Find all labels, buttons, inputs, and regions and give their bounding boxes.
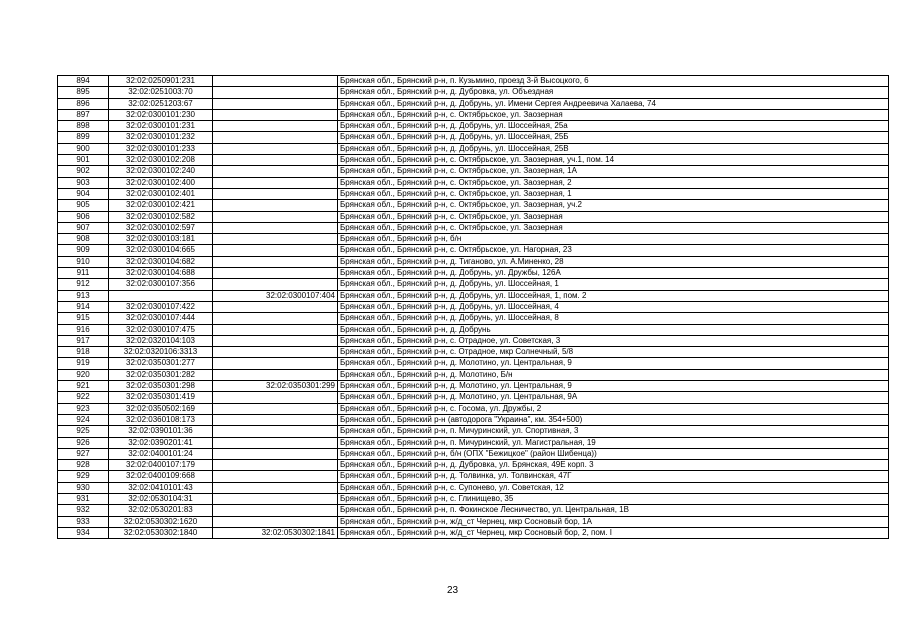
row-number-cell: 921 bbox=[58, 381, 109, 392]
related-cadastral-number-cell bbox=[213, 493, 338, 504]
table-row bbox=[58, 426, 889, 437]
address-cell: Брянская обл., Брянский р-н, д. Тиганово, ул. А.Миненко, 28 bbox=[338, 256, 889, 267]
table-row bbox=[58, 313, 889, 324]
table-row bbox=[58, 211, 889, 222]
table-row bbox=[58, 516, 889, 527]
related-cadastral-number-cell bbox=[213, 414, 338, 425]
cadastral-number-cell: 32:02:0530302:1840 bbox=[109, 527, 213, 538]
related-cadastral-number-cell bbox=[213, 279, 338, 290]
address-cell: Брянская обл., Брянский р-н, с. Глинищево, 35 bbox=[338, 493, 889, 504]
address-cell: Брянская обл., Брянский р-н, с. Октябрьское, ул. Заозерная, 1 bbox=[338, 188, 889, 199]
row-number-cell: 903 bbox=[58, 177, 109, 188]
address-cell: Брянская обл., Брянский р-н, с. Октябрьское, ул. Заозерная, уч.1, пом. 14 bbox=[338, 155, 889, 166]
related-cadastral-number-cell bbox=[213, 76, 338, 87]
table-row bbox=[58, 414, 889, 425]
table-row bbox=[58, 505, 889, 516]
related-cadastral-number-cell bbox=[213, 211, 338, 222]
table-row bbox=[58, 166, 889, 177]
table-row bbox=[58, 460, 889, 471]
row-number-cell: 918 bbox=[58, 347, 109, 358]
table-row bbox=[58, 109, 889, 120]
address-cell: Брянская обл., Брянский р-н, д. Добрунь, ул. Шоссейная, 25В bbox=[338, 143, 889, 154]
cadastral-number-cell: 32:02:0320104:103 bbox=[109, 335, 213, 346]
related-cadastral-number-cell: 32:02:0350301:299 bbox=[213, 381, 338, 392]
row-number-cell: 909 bbox=[58, 245, 109, 256]
table-row bbox=[58, 301, 889, 312]
related-cadastral-number-cell bbox=[213, 369, 338, 380]
address-cell: Брянская обл., Брянский р-н, п. Мичуринский, ул. Магистральная, 19 bbox=[338, 437, 889, 448]
row-number-cell: 905 bbox=[58, 200, 109, 211]
row-number-cell: 904 bbox=[58, 188, 109, 199]
cadastral-number-cell: 32:02:0530104:31 bbox=[109, 493, 213, 504]
cadastral-number-cell: 32:02:0251203:67 bbox=[109, 98, 213, 109]
address-cell: Брянская обл., Брянский р-н, с. Октябрьское, ул. Заозерная, 2 bbox=[338, 177, 889, 188]
row-number-cell: 930 bbox=[58, 482, 109, 493]
cadastral-number-cell: 32:02:0300107:444 bbox=[109, 313, 213, 324]
table-row bbox=[58, 76, 889, 87]
address-cell: Брянская обл., Брянский р-н, п. Фокинское Лесничество, ул. Центральная, 1В bbox=[338, 505, 889, 516]
related-cadastral-number-cell bbox=[213, 121, 338, 132]
address-cell: Брянская обл., Брянский р-н, с. Октябрьское, ул. Заозерная, 1А bbox=[338, 166, 889, 177]
row-number-cell: 914 bbox=[58, 301, 109, 312]
address-cell: Брянская обл., Брянский р-н, п. Кузьмино, проезд 3-й Высоцкого, 6 bbox=[338, 76, 889, 87]
related-cadastral-number-cell bbox=[213, 177, 338, 188]
cadastral-number-cell: 32:02:0300104:688 bbox=[109, 268, 213, 279]
address-cell: Брянская обл., Брянский р-н, д. Добрунь, ул. Имени Сергея Андреевича Халаева, 74 bbox=[338, 98, 889, 109]
address-cell: Брянская обл., Брянский р-н, д. Добрунь, ул. Шоссейная, 1 bbox=[338, 279, 889, 290]
related-cadastral-number-cell bbox=[213, 347, 338, 358]
related-cadastral-number-cell bbox=[213, 392, 338, 403]
address-cell: Брянская обл., Брянский р-н, б/н bbox=[338, 234, 889, 245]
related-cadastral-number-cell bbox=[213, 268, 338, 279]
address-cell: Брянская обл., Брянский р-н, д. Молотино, ул. Центральная, 9 bbox=[338, 358, 889, 369]
table-row bbox=[58, 369, 889, 380]
related-cadastral-number-cell bbox=[213, 460, 338, 471]
cadastral-number-cell: 32:02:0400101:24 bbox=[109, 448, 213, 459]
related-cadastral-number-cell bbox=[213, 87, 338, 98]
table-row bbox=[58, 234, 889, 245]
table-row bbox=[58, 87, 889, 98]
related-cadastral-number-cell bbox=[213, 222, 338, 233]
address-cell: Брянская обл., Брянский р-н, ж/д_ст Чернец, мкр Сосновый бор, 1А bbox=[338, 516, 889, 527]
page-number: 23 bbox=[446, 585, 459, 596]
table-row bbox=[58, 177, 889, 188]
cadastral-number-cell: 32:02:0300102:401 bbox=[109, 188, 213, 199]
table-row bbox=[58, 143, 889, 154]
row-number-cell: 899 bbox=[58, 132, 109, 143]
cadastral-number-cell: 32:02:0320106:3313 bbox=[109, 347, 213, 358]
table-row bbox=[58, 493, 889, 504]
address-cell: Брянская обл., Брянский р-н, д. Добрунь, ул. Дружбы, 126А bbox=[338, 268, 889, 279]
cadastral-number-cell: 32:02:0300102:582 bbox=[109, 211, 213, 222]
address-cell: Брянская обл., Брянский р-н, д. Толвинка, ул. Толвинская, 47Г bbox=[338, 471, 889, 482]
table-row bbox=[58, 403, 889, 414]
table-row bbox=[58, 256, 889, 267]
table-row bbox=[58, 279, 889, 290]
property-register-table bbox=[57, 75, 889, 539]
row-number-cell: 907 bbox=[58, 222, 109, 233]
cadastral-number-cell: 32:02:0350301:419 bbox=[109, 392, 213, 403]
cadastral-number-cell: 32:02:0400107:179 bbox=[109, 460, 213, 471]
cadastral-number-cell: 32:02:0300102:421 bbox=[109, 200, 213, 211]
address-cell: Брянская обл., Брянский р-н, д. Добрунь, ул. Шоссейная, 25а bbox=[338, 121, 889, 132]
table-row bbox=[58, 358, 889, 369]
related-cadastral-number-cell: 32:02:0300107:404 bbox=[213, 290, 338, 301]
cadastral-number-cell: 32:02:0300104:682 bbox=[109, 256, 213, 267]
related-cadastral-number-cell bbox=[213, 155, 338, 166]
row-number-cell: 911 bbox=[58, 268, 109, 279]
table-row bbox=[58, 155, 889, 166]
address-cell: Брянская обл., Брянский р-н, с. Октябрьское, ул. Заозерная, уч.2 bbox=[338, 200, 889, 211]
related-cadastral-number-cell bbox=[213, 143, 338, 154]
row-number-cell: 917 bbox=[58, 335, 109, 346]
register-table-body bbox=[58, 76, 889, 539]
related-cadastral-number-cell bbox=[213, 301, 338, 312]
address-cell: Брянская обл., Брянский р-н, д. Добрунь bbox=[338, 324, 889, 335]
related-cadastral-number-cell bbox=[213, 335, 338, 346]
cadastral-number-cell: 32:02:0300101:233 bbox=[109, 143, 213, 154]
address-cell: Брянская обл., Брянский р-н, д. Добрунь, ул. Шоссейная, 4 bbox=[338, 301, 889, 312]
cadastral-number-cell: 32:02:0250901:231 bbox=[109, 76, 213, 87]
cadastral-number-cell: 32:02:0300107:356 bbox=[109, 279, 213, 290]
cadastral-number-cell: 32:02:0300102:400 bbox=[109, 177, 213, 188]
row-number-cell: 915 bbox=[58, 313, 109, 324]
address-cell: Брянская обл., Брянский р-н, с. Отрадное, ул. Советская, 3 bbox=[338, 335, 889, 346]
address-cell: Брянская обл., Брянский р-н, с. Октябрьское, ул. Нагорная, 23 bbox=[338, 245, 889, 256]
row-number-cell: 934 bbox=[58, 527, 109, 538]
table-row bbox=[58, 482, 889, 493]
address-cell: Брянская обл., Брянский р-н, д. Добрунь, ул. Шоссейная, 8 bbox=[338, 313, 889, 324]
cadastral-number-cell: 32:02:0300102:208 bbox=[109, 155, 213, 166]
address-cell: Брянская обл., Брянский р-н, с. Супонево, ул. Советская, 12 bbox=[338, 482, 889, 493]
cadastral-number-cell: 32:02:0300101:232 bbox=[109, 132, 213, 143]
cadastral-number-cell: 32:02:0350301:282 bbox=[109, 369, 213, 380]
table-row bbox=[58, 437, 889, 448]
address-cell: Брянская обл., Брянский р-н, д. Дубровка, ул. Брянская, 49Е корп. 3 bbox=[338, 460, 889, 471]
cadastral-number-cell: 32:02:0300102:240 bbox=[109, 166, 213, 177]
row-number-cell: 901 bbox=[58, 155, 109, 166]
related-cadastral-number-cell bbox=[213, 437, 338, 448]
cadastral-number-cell: 32:02:0300104:665 bbox=[109, 245, 213, 256]
row-number-cell: 895 bbox=[58, 87, 109, 98]
cadastral-number-cell: 32:02:0300102:597 bbox=[109, 222, 213, 233]
address-cell: Брянская обл., Брянский р-н, п. Мичуринский, ул. Спортивная, 3 bbox=[338, 426, 889, 437]
address-cell: Брянская обл., Брянский р-н, д. Добрунь, ул. Шоссейная, 25Б bbox=[338, 132, 889, 143]
row-number-cell: 896 bbox=[58, 98, 109, 109]
cadastral-number-cell bbox=[109, 290, 213, 301]
related-cadastral-number-cell bbox=[213, 516, 338, 527]
row-number-cell: 897 bbox=[58, 109, 109, 120]
row-number-cell: 913 bbox=[58, 290, 109, 301]
row-number-cell: 923 bbox=[58, 403, 109, 414]
row-number-cell: 925 bbox=[58, 426, 109, 437]
cadastral-number-cell: 32:02:0300107:475 bbox=[109, 324, 213, 335]
cadastral-number-cell: 32:02:0400109:668 bbox=[109, 471, 213, 482]
row-number-cell: 908 bbox=[58, 234, 109, 245]
table-row bbox=[58, 132, 889, 143]
table-row bbox=[58, 222, 889, 233]
table-row bbox=[58, 448, 889, 459]
row-number-cell: 912 bbox=[58, 279, 109, 290]
row-number-cell: 926 bbox=[58, 437, 109, 448]
address-cell: Брянская обл., Брянский р-н (автодорога "Украина", км. 354+500) bbox=[338, 414, 889, 425]
row-number-cell: 906 bbox=[58, 211, 109, 222]
table-row bbox=[58, 471, 889, 482]
related-cadastral-number-cell bbox=[213, 245, 338, 256]
address-cell: Брянская обл., Брянский р-н, ж/д_ст Чернец, мкр Сосновый бор, 2, пом. I bbox=[338, 527, 889, 538]
related-cadastral-number-cell bbox=[213, 471, 338, 482]
related-cadastral-number-cell bbox=[213, 98, 338, 109]
related-cadastral-number-cell bbox=[213, 166, 338, 177]
address-cell: Брянская обл., Брянский р-н, д. Молотино, ул. Центральная, 9А bbox=[338, 392, 889, 403]
cadastral-number-cell: 32:02:0410101:43 bbox=[109, 482, 213, 493]
table-row bbox=[58, 121, 889, 132]
row-number-cell: 931 bbox=[58, 493, 109, 504]
related-cadastral-number-cell: 32:02:0530302:1841 bbox=[213, 527, 338, 538]
table-row bbox=[58, 335, 889, 346]
table-row bbox=[58, 188, 889, 199]
row-number-cell: 894 bbox=[58, 76, 109, 87]
address-cell: Брянская обл., Брянский р-н, д. Дубровка, ул. Объездная bbox=[338, 87, 889, 98]
address-cell: Брянская обл., Брянский р-н, с. Госома, ул. Дружбы, 2 bbox=[338, 403, 889, 414]
related-cadastral-number-cell bbox=[213, 132, 338, 143]
address-cell: Брянская обл., Брянский р-н, д. Молотино, Б/н bbox=[338, 369, 889, 380]
related-cadastral-number-cell bbox=[213, 482, 338, 493]
cadastral-number-cell: 32:02:0350301:277 bbox=[109, 358, 213, 369]
row-number-cell: 924 bbox=[58, 414, 109, 425]
cadastral-number-cell: 32:02:0390101:36 bbox=[109, 426, 213, 437]
cadastral-number-cell: 32:02:0300103:181 bbox=[109, 234, 213, 245]
related-cadastral-number-cell bbox=[213, 324, 338, 335]
cadastral-number-cell: 32:02:0350502:169 bbox=[109, 403, 213, 414]
row-number-cell: 922 bbox=[58, 392, 109, 403]
related-cadastral-number-cell bbox=[213, 234, 338, 245]
cadastral-number-cell: 32:02:0350301:298 bbox=[109, 381, 213, 392]
cadastral-number-cell: 32:02:0360108:173 bbox=[109, 414, 213, 425]
row-number-cell: 929 bbox=[58, 471, 109, 482]
address-cell: Брянская обл., Брянский р-н, с. Октябрьское, ул. Заозерная bbox=[338, 222, 889, 233]
table-row bbox=[58, 200, 889, 211]
row-number-cell: 928 bbox=[58, 460, 109, 471]
cadastral-number-cell: 32:02:0300101:231 bbox=[109, 121, 213, 132]
row-number-cell: 932 bbox=[58, 505, 109, 516]
row-number-cell: 898 bbox=[58, 121, 109, 132]
address-cell: Брянская обл., Брянский р-н, с. Отрадное, мкр Солнечный, 5/8 bbox=[338, 347, 889, 358]
table-row bbox=[58, 347, 889, 358]
address-cell: Брянская обл., Брянский р-н, д. Молотино, ул. Центральная, 9 bbox=[338, 381, 889, 392]
address-cell: Брянская обл., Брянский р-н, б/н (ОПХ "Бежицкое" (район Шибенца)) bbox=[338, 448, 889, 459]
cadastral-number-cell: 32:02:0530302:1620 bbox=[109, 516, 213, 527]
row-number-cell: 902 bbox=[58, 166, 109, 177]
address-cell: Брянская обл., Брянский р-н, с. Октябрьское, ул. Заозерная bbox=[338, 211, 889, 222]
cadastral-number-cell: 32:02:0530201:83 bbox=[109, 505, 213, 516]
related-cadastral-number-cell bbox=[213, 426, 338, 437]
table-row bbox=[58, 98, 889, 109]
row-number-cell: 927 bbox=[58, 448, 109, 459]
table-row bbox=[58, 324, 889, 335]
related-cadastral-number-cell bbox=[213, 448, 338, 459]
cadastral-number-cell: 32:02:0300107:422 bbox=[109, 301, 213, 312]
row-number-cell: 919 bbox=[58, 358, 109, 369]
cadastral-number-cell: 32:02:0390201:41 bbox=[109, 437, 213, 448]
related-cadastral-number-cell bbox=[213, 109, 338, 120]
address-cell: Брянская обл., Брянский р-н, с. Октябрьское, ул. Заозерная bbox=[338, 109, 889, 120]
related-cadastral-number-cell bbox=[213, 313, 338, 324]
related-cadastral-number-cell bbox=[213, 200, 338, 211]
row-number-cell: 920 bbox=[58, 369, 109, 380]
related-cadastral-number-cell bbox=[213, 256, 338, 267]
address-cell: Брянская обл., Брянский р-н, д. Добрунь, ул. Шоссейная, 1, пом. 2 bbox=[338, 290, 889, 301]
table-row bbox=[58, 290, 889, 301]
related-cadastral-number-cell bbox=[213, 188, 338, 199]
table-row bbox=[58, 527, 889, 538]
cadastral-number-cell: 32:02:0251003:70 bbox=[109, 87, 213, 98]
cadastral-number-cell: 32:02:0300101:230 bbox=[109, 109, 213, 120]
related-cadastral-number-cell bbox=[213, 505, 338, 516]
row-number-cell: 916 bbox=[58, 324, 109, 335]
table-row bbox=[58, 245, 889, 256]
row-number-cell: 910 bbox=[58, 256, 109, 267]
related-cadastral-number-cell bbox=[213, 403, 338, 414]
table-row bbox=[58, 381, 889, 392]
row-number-cell: 900 bbox=[58, 143, 109, 154]
table-row bbox=[58, 268, 889, 279]
row-number-cell: 933 bbox=[58, 516, 109, 527]
related-cadastral-number-cell bbox=[213, 358, 338, 369]
table-row bbox=[58, 392, 889, 403]
